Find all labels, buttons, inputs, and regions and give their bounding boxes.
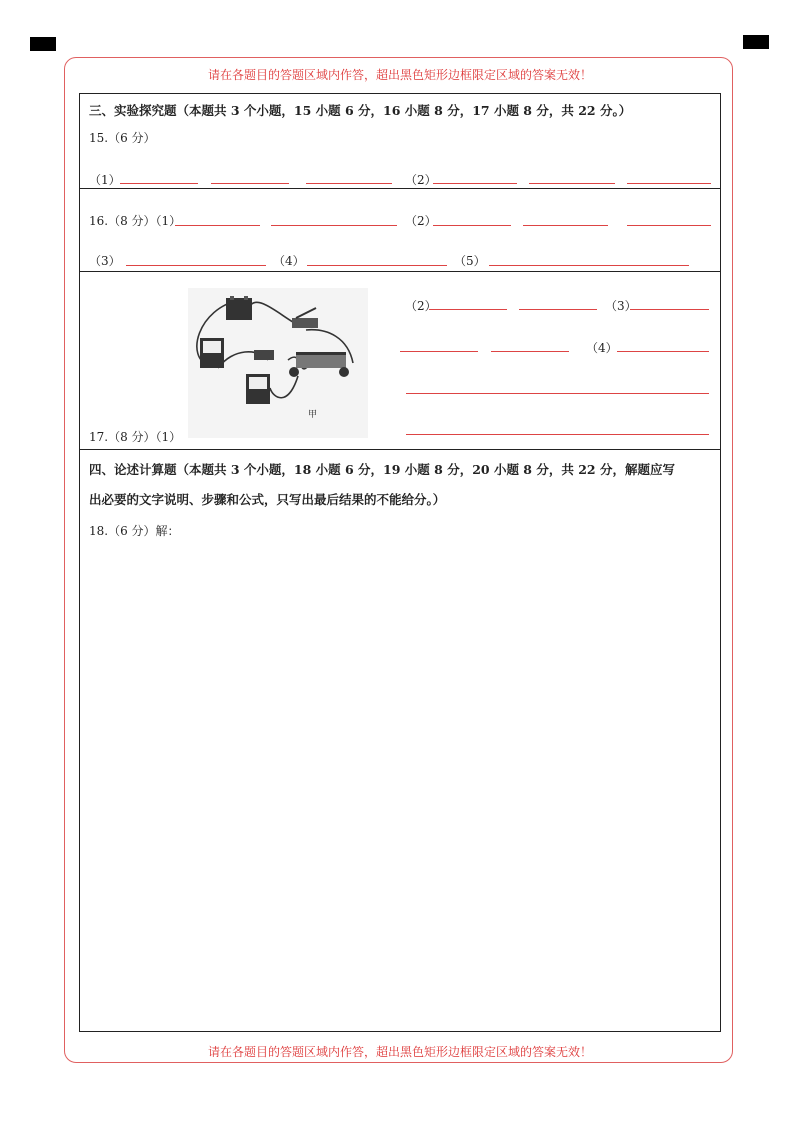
q17-answer-line-6[interactable] — [617, 351, 709, 352]
q17-answer-line-5[interactable] — [491, 351, 569, 352]
q16-answer-line-7[interactable] — [307, 265, 447, 266]
q16-answer-line-2[interactable] — [271, 225, 397, 226]
q17-answer-line-7[interactable] — [406, 393, 709, 394]
circuit-diagram-figure — [188, 288, 368, 438]
q16-part5-label: （5） — [454, 254, 486, 268]
battery-box — [226, 298, 252, 320]
switch — [292, 318, 318, 328]
q16-label: 16.（8 分）（1） — [89, 214, 182, 228]
q17-answer-line-8[interactable] — [406, 434, 709, 435]
header-warning: 请在各题目的答题区域内作答，超出黑色矩形边框限定区域的答案无效！ — [207, 68, 592, 82]
q16-answer-line-4[interactable] — [523, 225, 608, 226]
q16-answer-line-3[interactable] — [433, 225, 511, 226]
small-component — [254, 350, 274, 360]
q16-part3-label: （3） — [89, 254, 121, 268]
q17-part2-label: （2） — [405, 299, 437, 313]
q17-part3-label: （3） — [605, 299, 637, 313]
q18-answer-area[interactable] — [80, 545, 720, 1025]
q15-answer-line-3[interactable] — [306, 183, 392, 184]
q18-label: 18.（6 分）解： — [89, 524, 180, 538]
q17-answer-line-4[interactable] — [400, 351, 478, 352]
q16-answer-line-1[interactable] — [175, 225, 260, 226]
section3-title: 三、实验探究题（本题共 3 个小题，15 小题 6 分，16 小题 8 分，17 小题 8 分，共 22 分。） — [89, 103, 632, 118]
figure-caption: 甲 — [308, 410, 318, 420]
q15-answer-line-6[interactable] — [627, 183, 711, 184]
q17-label: 17.（8 分）（1） — [89, 430, 182, 444]
footer-warning: 请在各题目的答题区域内作答，超出黑色矩形边框限定区域的答案无效！ — [207, 1045, 592, 1059]
q15-answer-line-1[interactable] — [120, 183, 198, 184]
section3-q15-block — [80, 94, 720, 189]
q17-answer-line-1[interactable] — [429, 309, 507, 310]
rheostat — [296, 354, 346, 368]
registration-mark-right — [743, 35, 769, 49]
q15-label: 15.（6 分） — [89, 131, 156, 145]
q16-answer-line-6[interactable] — [126, 265, 266, 266]
q15-part2-label: （2） — [405, 173, 437, 187]
q16-part2-label: （2） — [405, 214, 437, 228]
q16-answer-line-5[interactable] — [627, 225, 711, 226]
q17-answer-line-2[interactable] — [519, 309, 597, 310]
section3-q16-block — [80, 189, 720, 272]
answer-box — [79, 93, 721, 1032]
q15-answer-line-4[interactable] — [433, 183, 517, 184]
section3-q17-block — [80, 272, 720, 450]
q16-part4-label: （4） — [273, 254, 305, 268]
section4-title-line1: 四、论述计算题（本题共 3 个小题，18 小题 6 分，19 小题 8 分，20 小题 8 分，共 22 分，解题应写 — [89, 462, 675, 477]
q16-answer-line-8[interactable] — [489, 265, 689, 266]
q15-part1-label: （1） — [89, 173, 121, 187]
section4-block — [80, 450, 720, 1030]
section4-title-line2: 出必要的文字说明、步骤和公式，只写出最后结果的不能给分。） — [89, 492, 446, 507]
q15-answer-line-2[interactable] — [211, 183, 289, 184]
q15-answer-line-5[interactable] — [529, 183, 615, 184]
q17-part4-label: （4） — [586, 341, 618, 355]
q17-answer-line-3[interactable] — [630, 309, 709, 310]
registration-mark-left — [30, 37, 56, 51]
